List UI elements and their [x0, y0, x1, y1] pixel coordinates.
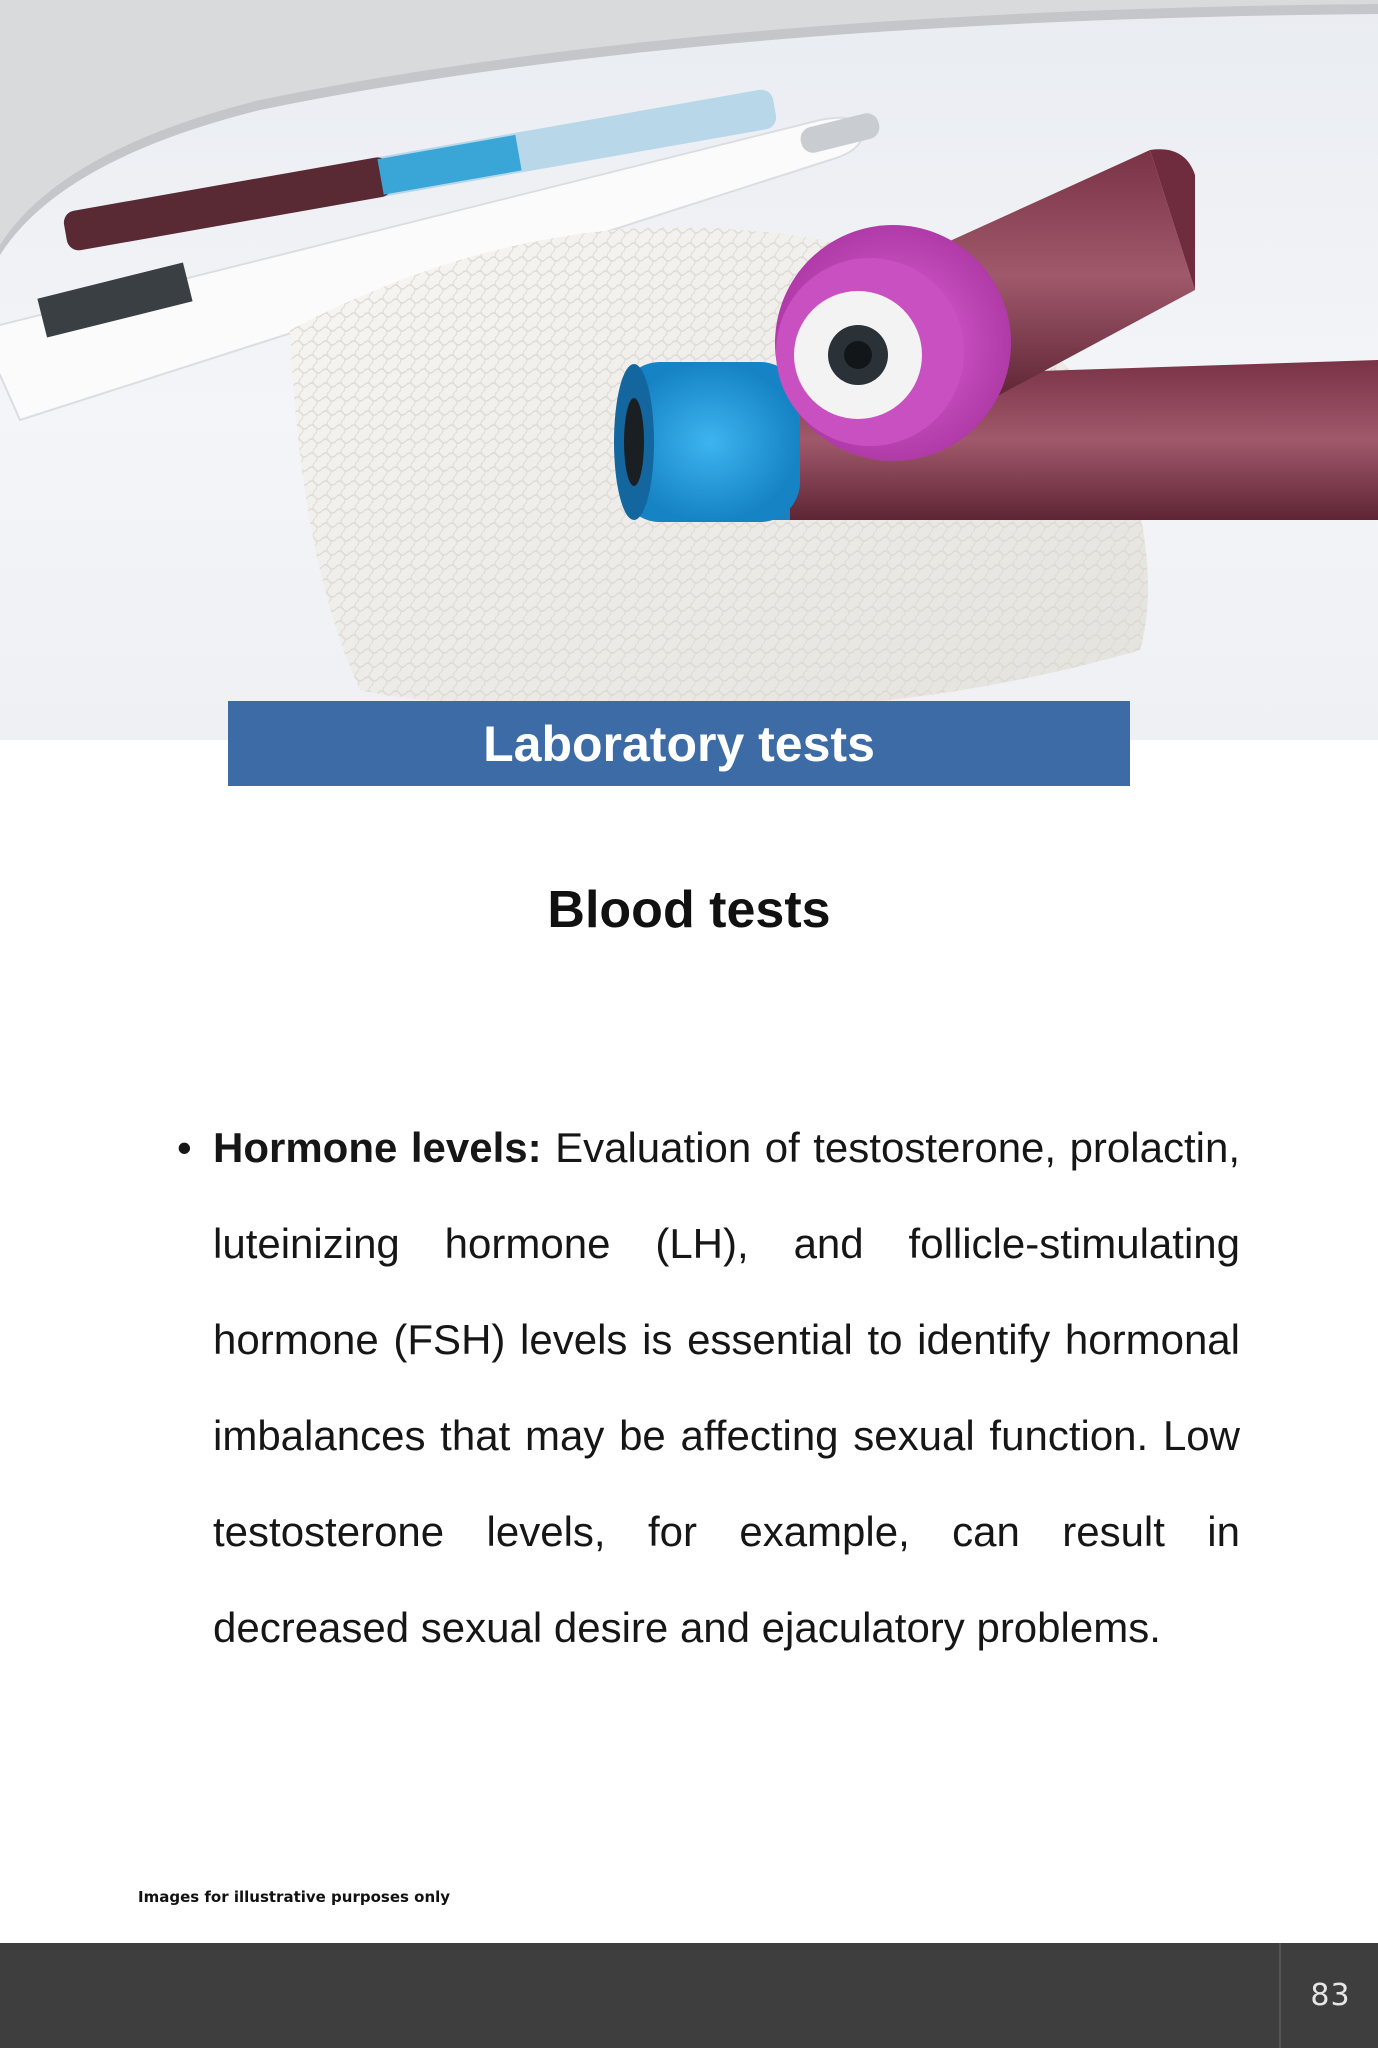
section-subtitle: Blood tests — [547, 881, 831, 939]
bullet-dot-icon: • — [177, 1124, 192, 1171]
content-body — [165, 1100, 1240, 1676]
footer-bar — [0, 1943, 1378, 2048]
bullet-text: Evaluation of testosterone, prolactin, luteinizing hormone (LH), and follicle-stimulating hormone (FSH) levels is essential to identify hormonal imbalances that may be affecting sexual function. Low testosterone levels, for example, can result in decreased sexual desire and ejaculatory problems. — [213, 1124, 1240, 1651]
bullet-list — [165, 1100, 1240, 1676]
image-disclaimer: Images for illustrative purposes only — [138, 1888, 451, 1906]
blood-test-tubes-illustration — [0, 0, 1378, 745]
list-item — [165, 1100, 1240, 1676]
hero-photo — [0, 0, 1378, 745]
page-number-box — [1279, 1943, 1378, 2048]
section-banner — [228, 701, 1130, 786]
page-number: 83 — [1310, 1978, 1351, 2013]
banner-title: Laboratory tests — [483, 715, 875, 772]
bullet-term: Hormone levels: — [213, 1124, 542, 1171]
